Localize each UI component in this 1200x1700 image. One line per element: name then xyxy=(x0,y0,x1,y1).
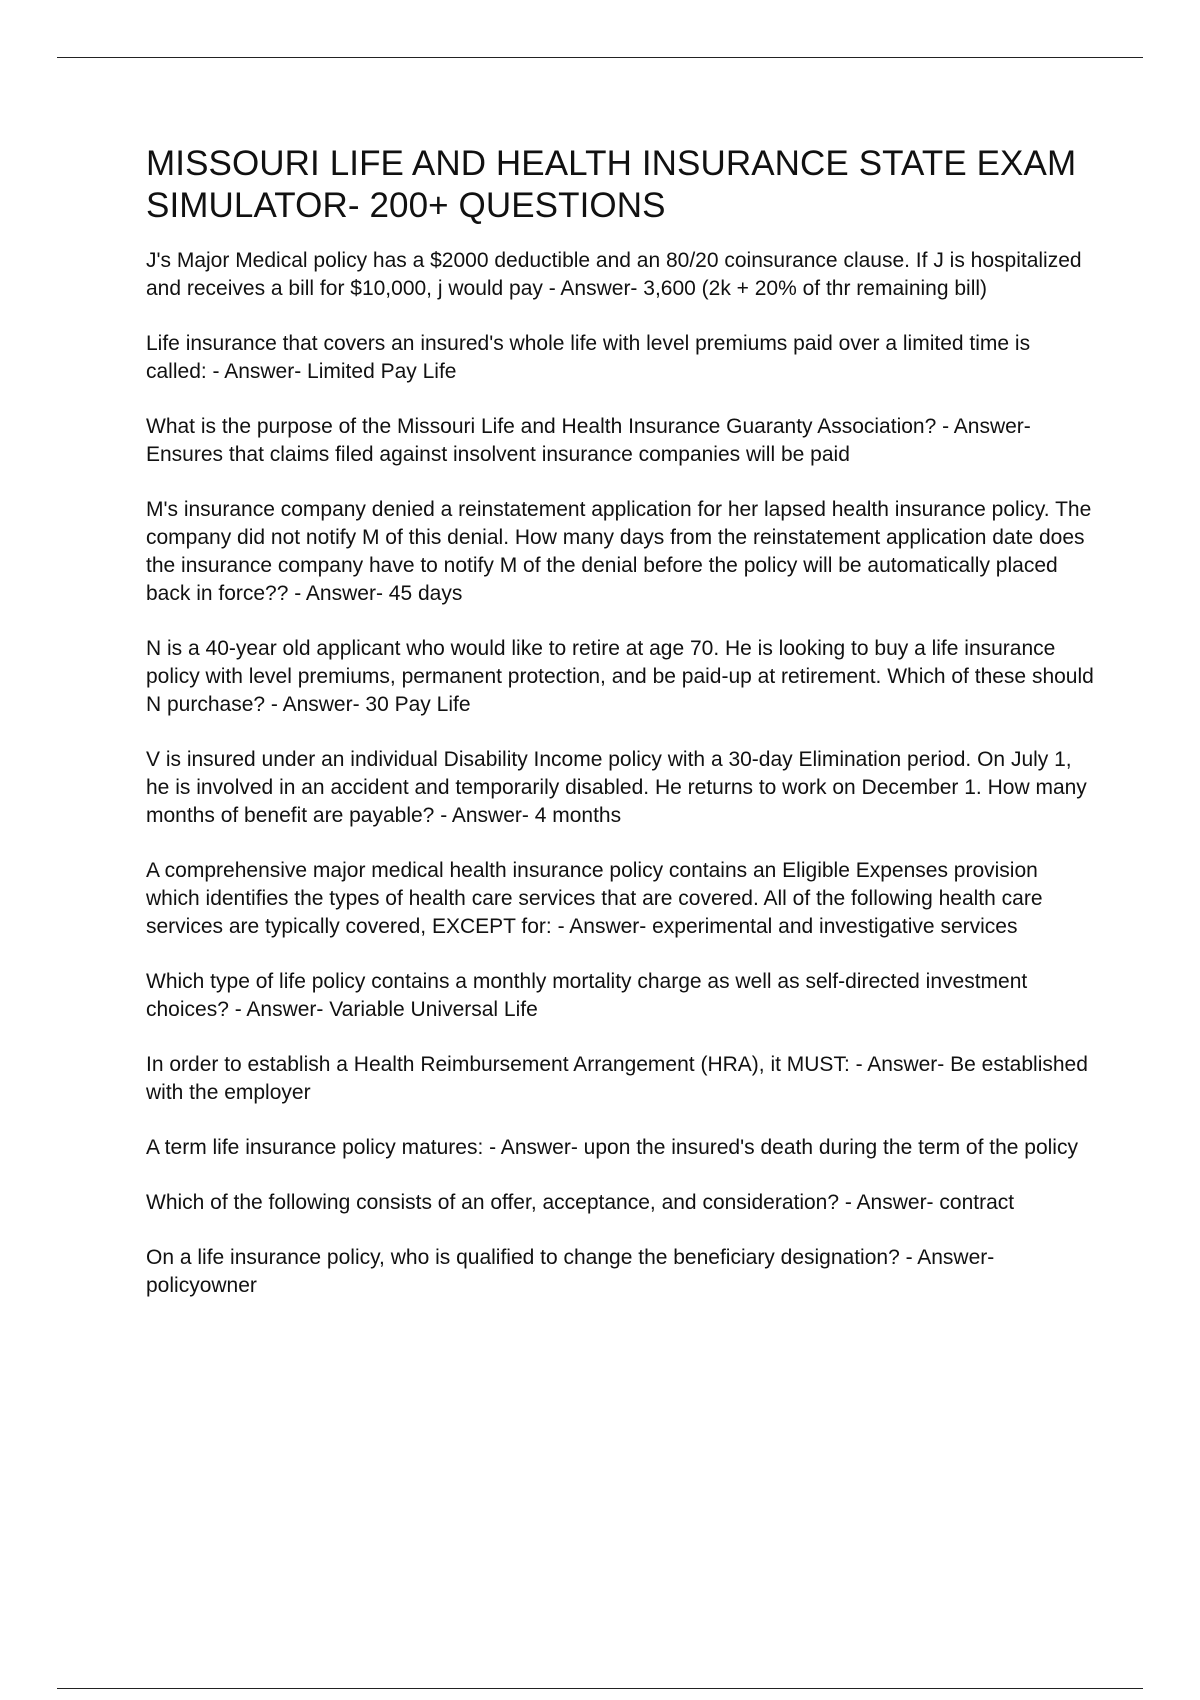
qa-item-1: J's Major Medical policy has a $2000 deductible and an 80/20 coinsurance clause. If J is hospitalized and receives a bill for $10,000, j would pay - Answer- 3,600 (2k + 20% of thr remaining bill) xyxy=(146,249,1082,300)
qa-item-4: M's insurance company denied a reinstatement application for her lapsed health insurance policy. The company did not notify M of this denial. How many days from the reinstatement application date does the insurance company have to notify M of the denial before the policy will be automatically placed back in force?? - Answer- 45 days xyxy=(146,498,1092,605)
bottom-rule xyxy=(57,1688,1143,1689)
qa-item-2: Life insurance that covers an insured's whole life with level premiums paid over a limited time is called: - Answer- Limited Pay Life xyxy=(146,332,1031,383)
qa-list xyxy=(146,247,1096,1300)
qa-item-8: Which type of life policy contains a monthly mortality charge as well as self-directed investment choices? - Answer- Variable Universal Life xyxy=(146,970,1028,1021)
qa-item-7: A comprehensive major medical health insurance policy contains an Eligible Expenses provision which identifies the types of health care services that are covered. All of the following health care services are typically covered, EXCEPT for: - Answer- experimental and investigative services xyxy=(146,859,1043,938)
document-title: MISSOURI LIFE AND HEALTH INSURANCE STATE EXAM SIMULATOR- 200+ QUESTIONS xyxy=(146,144,1077,225)
qa-item-6: V is insured under an individual Disability Income policy with a 30-day Elimination period. On July 1, he is involved in an accident and temporarily disabled. He returns to work on December 1. How many months of benefit are payable? - Answer- 4 months xyxy=(146,748,1087,827)
qa-item-10: A term life insurance policy matures: - Answer- upon the insured's death during the term of the policy xyxy=(146,1136,1078,1159)
qa-item-3: What is the purpose of the Missouri Life and Health Insurance Guaranty Association? - Answer- Ensures that claims filed against insolvent insurance companies will be paid xyxy=(146,415,1031,466)
qa-item-11: Which of the following consists of an offer, acceptance, and consideration? - Answer- contract xyxy=(146,1191,1015,1214)
qa-item-12: On a life insurance policy, who is qualified to change the beneficiary designation? - Answer- policyowner xyxy=(146,1246,995,1297)
top-rule xyxy=(57,57,1143,58)
qa-item-9: In order to establish a Health Reimbursement Arrangement (HRA), it MUST: - Answer- Be established with the employer xyxy=(146,1053,1088,1104)
document-body xyxy=(146,143,1096,1327)
qa-item-5: N is a 40-year old applicant who would like to retire at age 70. He is looking to buy a life insurance policy with level premiums, permanent protection, and be paid-up at retirement. Which of these should N purchase? - Answer- 30 Pay Life xyxy=(146,637,1094,716)
